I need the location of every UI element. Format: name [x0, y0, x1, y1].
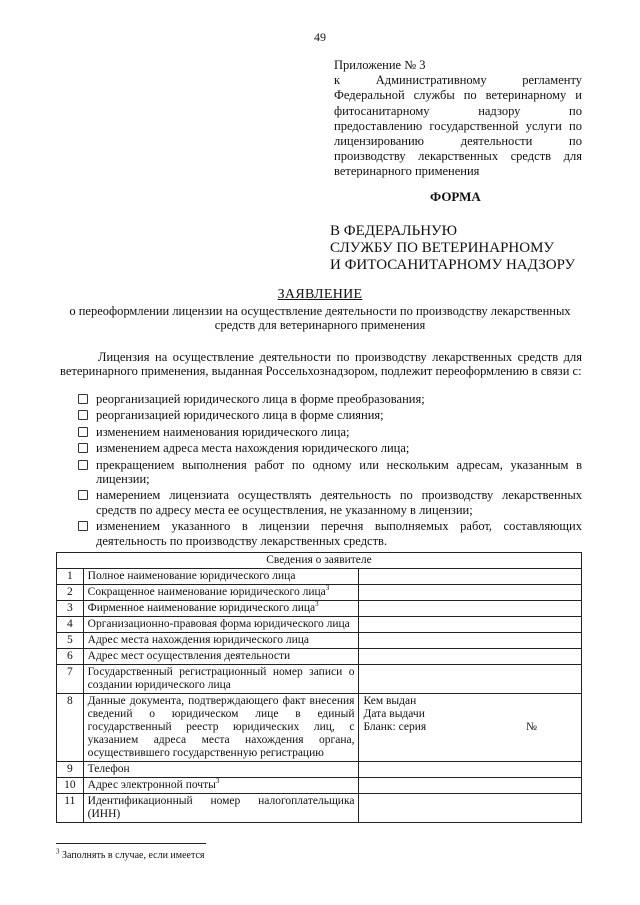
- reason-text: изменением адреса места нахождения юридического лица;: [96, 441, 410, 456]
- registration-details[interactable]: [359, 694, 582, 762]
- footnote-divider: [56, 843, 206, 844]
- appendix-title: Приложение № 3: [334, 58, 426, 72]
- row-label: Адрес места нахождения юридического лица: [83, 633, 359, 649]
- row-value-field[interactable]: [359, 762, 582, 778]
- appendix-body: к Административному регламенту Федеральной службы по ветеринарному и фитосанитарному надзору по предоставлению государственной услуги по лицензированию деятельности по производству лекарственных средств для ветеринарного применения: [334, 73, 582, 179]
- applicant-table: [56, 552, 582, 823]
- row-value-field[interactable]: [359, 633, 582, 649]
- table-row: [57, 569, 582, 585]
- footnote: [56, 847, 205, 861]
- row-number: 2: [57, 585, 84, 601]
- row-number: 4: [57, 617, 84, 633]
- reason-text: намерением лицензиата осуществлять деятельность по производству лекарственных средств по адресу места ее осуществления, не указанному в лицензии;: [96, 488, 582, 517]
- row-number: 8: [57, 694, 84, 762]
- checkbox-icon[interactable]: [78, 490, 88, 500]
- row-number: 3: [57, 601, 84, 617]
- row-number: 10: [57, 778, 84, 794]
- row-number: 5: [57, 633, 84, 649]
- document-subtitle: о переоформлении лицензии на осуществление деятельности по производству лекарственных средств для ветеринарного применения: [69, 304, 571, 332]
- checkbox-icon[interactable]: [78, 460, 88, 470]
- table-row: [57, 585, 582, 601]
- footnote-ref: 3: [315, 600, 319, 609]
- table-row: [57, 762, 582, 778]
- row-label: Идентификационный номер налогоплательщика (ИНН): [83, 794, 359, 823]
- reason-text: изменением наименования юридического лица;: [96, 424, 350, 439]
- reason-text: изменением указанного в лицензии перечня выполняемых работ, составляющих деятельность по производству лекарственных средств.: [96, 519, 582, 548]
- table-row: [57, 794, 582, 823]
- row-value-field[interactable]: [359, 585, 582, 601]
- row-number: 7: [57, 665, 84, 694]
- footnote-ref: 3: [215, 777, 220, 786]
- table-row: [57, 633, 582, 649]
- row-label: Адрес мест осуществления деятельности: [83, 649, 359, 665]
- reason-text: прекращением выполнения работ по одному или нескольким адресам, указанным в лицензии;: [96, 457, 582, 487]
- reason-item: [76, 408, 582, 422]
- addressee-line: СЛУЖБУ ПО ВЕТЕРИНАРНОМУ: [330, 240, 555, 256]
- reason-item: [76, 519, 582, 548]
- table-row: [57, 778, 582, 794]
- issued-by-label: Кем выдан: [363, 695, 417, 707]
- checkbox-icon[interactable]: [78, 410, 88, 420]
- checkbox-icon[interactable]: [78, 521, 88, 531]
- row-number: 1: [57, 569, 84, 585]
- row-value-field[interactable]: [359, 794, 582, 823]
- addressee-line: В ФЕДЕРАЛЬНУЮ: [330, 223, 458, 239]
- row-label: Сокращенное наименование юридического лица$^3$: [83, 585, 359, 601]
- footnote-ref: 3: [325, 584, 330, 593]
- reason-item: [76, 458, 582, 487]
- reason-item: [76, 441, 582, 455]
- intro-paragraph: Лицензия на осуществление деятельности по производству лекарственных средств для ветеринарного применения, выданная Россельхознадзором, подлежит переоформлению в связи с:: [60, 350, 582, 379]
- issue-date-label: Дата выдачи: [363, 708, 425, 720]
- addressee-line: И ФИТОСАНИТАРНОМУ НАДЗОРУ: [330, 257, 576, 273]
- row-value-field[interactable]: [359, 649, 582, 665]
- row-label: Фирменное наименование юридического лица$^3$: [83, 601, 359, 617]
- checkbox-icon[interactable]: [78, 443, 88, 453]
- blank-series-label: Бланк: серия: [363, 721, 427, 733]
- table-header-row: [57, 553, 582, 569]
- row-value-field[interactable]: [359, 617, 582, 633]
- appendix-block: [334, 58, 582, 180]
- row-label: Государственный регистрационный номер записи о создании юридического лица: [83, 665, 359, 694]
- blank-series-line: [363, 721, 577, 734]
- row-number: 6: [57, 649, 84, 665]
- addressee-block: [330, 223, 590, 274]
- checkbox-icon[interactable]: [78, 394, 88, 404]
- reason-item: [76, 488, 582, 517]
- footnote-text: Заполнять в случае, если имеется: [62, 850, 205, 861]
- reason-text: реорганизацией юридического лица в форме слияния;: [96, 408, 384, 423]
- row-value-field[interactable]: [359, 569, 582, 585]
- row-number: 9: [57, 762, 84, 778]
- table-row: [57, 617, 582, 633]
- table-header: Сведения о заявителе: [57, 553, 582, 569]
- row-label: Полное наименование юридического лица: [83, 569, 359, 585]
- table-row: [57, 601, 582, 617]
- reason-item: [76, 425, 582, 439]
- table-row: [57, 665, 582, 694]
- row-label: Данные документа, подтверждающего факт внесения сведений о юридическом лице в единый государственный реестр юридических лиц, с указанием адреса места нахождения органа, осуществившего государственную регистрацию: [83, 694, 359, 762]
- checkbox-icon[interactable]: [78, 427, 88, 437]
- footnote-mark: 3: [56, 847, 60, 856]
- row-number: 11: [57, 794, 84, 823]
- table-row: [57, 649, 582, 665]
- row-label: Телефон: [83, 762, 359, 778]
- number-sign-label: №: [526, 721, 537, 733]
- row-value-field[interactable]: [359, 665, 582, 694]
- document-title: ЗАЯВЛЕНИЕ: [277, 287, 363, 302]
- row-label: Адрес электронной почты$^3$: [83, 778, 359, 794]
- table-row: [57, 694, 582, 762]
- reasons-list: [76, 392, 582, 550]
- row-value-field[interactable]: [359, 778, 582, 794]
- page-number: 49: [314, 30, 326, 44]
- row-label: Организационно-правовая форма юридического лица: [83, 617, 359, 633]
- reason-text: реорганизацией юридического лица в форме преобразования;: [96, 392, 425, 406]
- row-value-field[interactable]: [359, 601, 582, 617]
- form-label: ФОРМА: [430, 189, 481, 204]
- reason-item: [76, 392, 582, 406]
